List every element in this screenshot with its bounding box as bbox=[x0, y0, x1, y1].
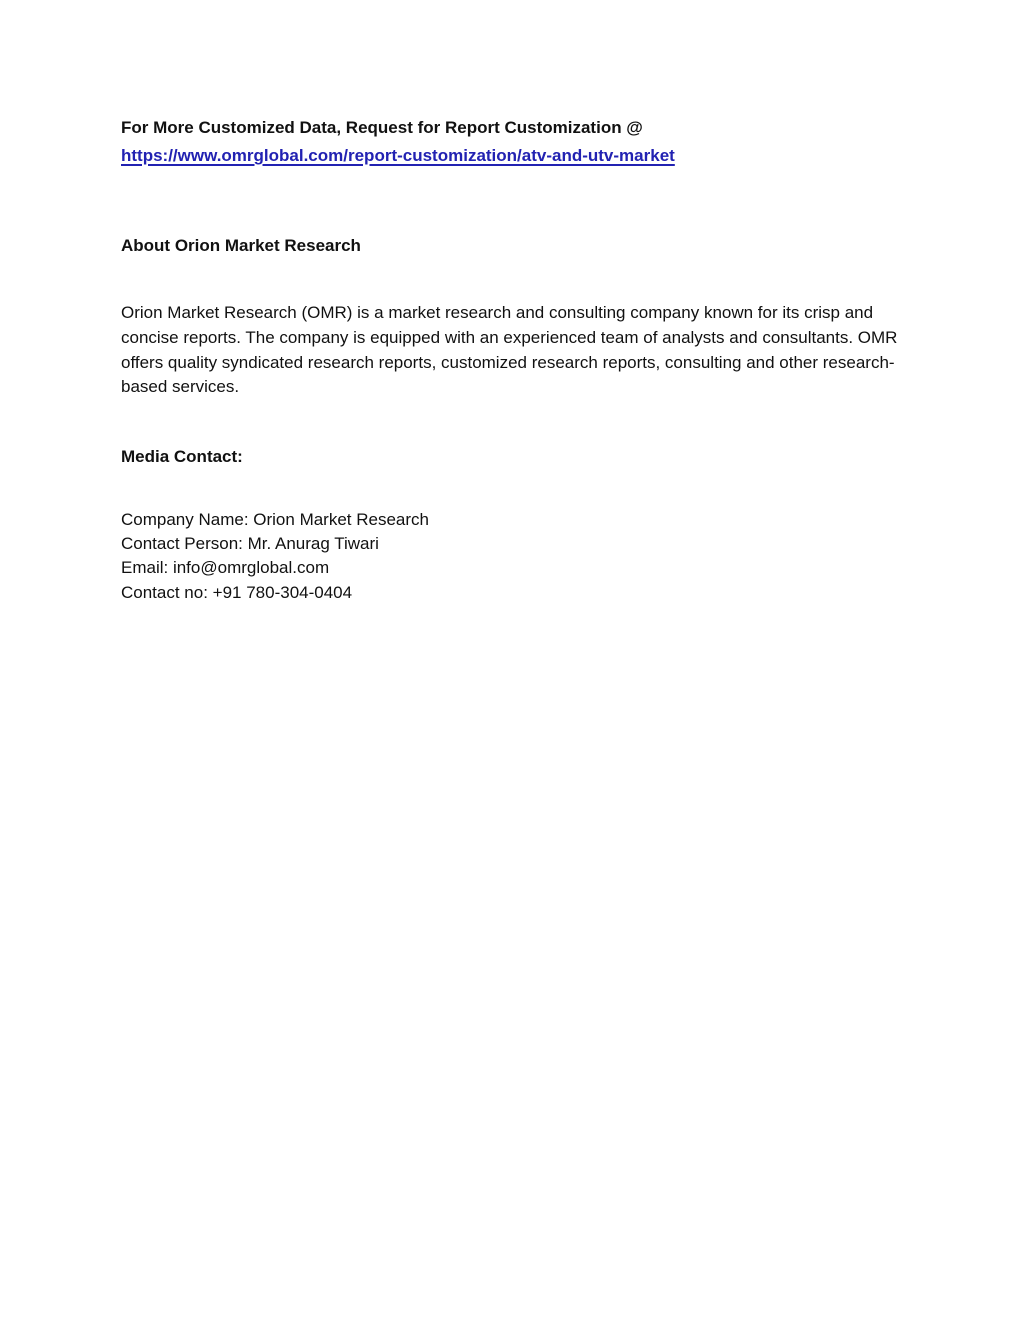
media-contact-heading: Media Contact: bbox=[121, 446, 243, 466]
document-content bbox=[121, 0, 899, 605]
about-section-paragraph: Orion Market Research (OMR) is a market research and consulting company known for its crisp and concise reports. The company is equipped with an experienced team of analysts and consultants. OMR offers quality syndicated research reports, customized research reports, consulting and other research-based services. bbox=[121, 303, 898, 397]
contact-company-name: Company Name: Orion Market Research bbox=[121, 509, 430, 529]
about-section-heading: About Orion Market Research bbox=[121, 236, 361, 256]
contact-email: Email: info@omrglobal.com bbox=[121, 558, 330, 578]
contact-person: Contact Person: Mr. Anurag Tiwari bbox=[121, 534, 379, 554]
customization-heading: For More Customized Data, Request for Report Customization @ bbox=[121, 118, 643, 137]
report-customization-link[interactable]: https://www.omrglobal.com/report-customization/atv-and-utv-market bbox=[121, 145, 675, 165]
contact-phone: Contact no: +91 780-304-0404 bbox=[121, 582, 353, 602]
media-contact-block bbox=[121, 508, 899, 606]
customization-link-line bbox=[121, 144, 899, 169]
